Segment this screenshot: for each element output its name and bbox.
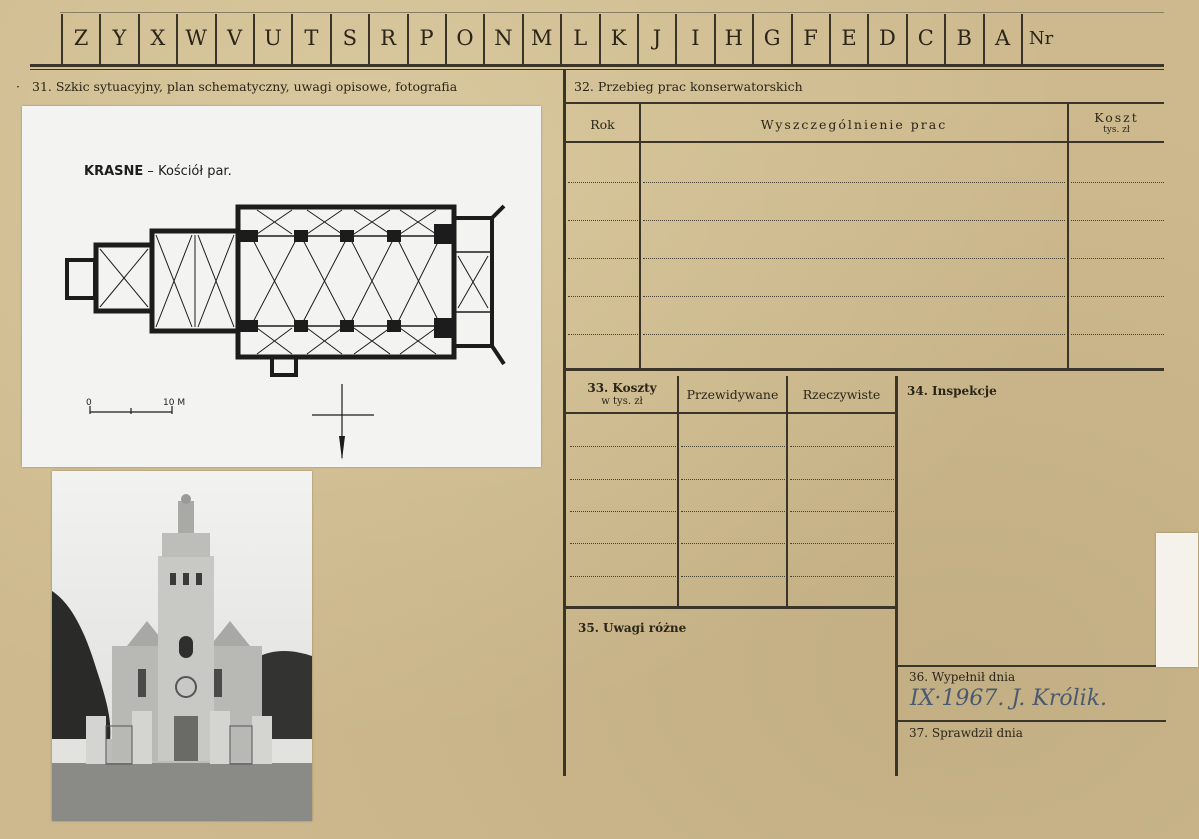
section-32-col-divider-1: [639, 104, 641, 370]
dotted-row-line: [570, 511, 676, 512]
section-33-header-rule: [566, 412, 896, 414]
section-33-label: [566, 382, 678, 408]
section-34-label: 34. Inspekcje: [907, 384, 997, 398]
dotted-row-line: [570, 479, 676, 480]
section-32-col-divider-2: [1067, 104, 1069, 370]
section-33-right-border: [895, 376, 898, 776]
dotted-row-line: [643, 220, 1065, 221]
section-37-label: 37. Sprawdził dnia: [909, 726, 1023, 740]
section-32-top-rule: [566, 102, 1164, 104]
letter-cell: V: [227, 26, 243, 50]
dotted-row-line: [643, 334, 1065, 335]
letter-cell: U: [264, 26, 282, 50]
floor-plan-photo: [22, 106, 541, 467]
letter-cell: F: [803, 26, 818, 50]
letter-cell: S: [342, 26, 357, 50]
dotted-row-line: [568, 296, 638, 297]
dotted-row-line: [681, 479, 785, 480]
section-33-bottom-rule: [566, 606, 896, 609]
section-37-top-rule: [898, 720, 1166, 722]
letter-cell: Z: [73, 26, 89, 50]
dotted-row-line: [643, 258, 1065, 259]
letter-cell: X: [150, 26, 166, 50]
dotted-row-line: [790, 479, 894, 480]
dotted-row-line: [643, 296, 1065, 297]
letter-cell: Y: [112, 26, 127, 50]
section-33-title: 33. Koszty: [587, 381, 657, 395]
section-36-signature: IX·1967. J. Królik.: [910, 686, 1108, 711]
scale-ten-label: 10 M: [163, 398, 186, 408]
section-33-col-divider-2: [786, 376, 788, 606]
letter-cell: D: [878, 26, 896, 50]
letter-cell: O: [456, 26, 474, 50]
dotted-row-line: [790, 446, 894, 447]
dotted-row-line: [681, 446, 785, 447]
section-36-top-rule: [898, 665, 1166, 667]
index-bottom-rule: [30, 64, 1164, 67]
dotted-row-line: [1071, 258, 1164, 259]
dotted-row-line: [1071, 334, 1164, 335]
section-33-col-divider-1: [677, 376, 679, 606]
letter-cell: N: [494, 26, 513, 50]
church-photo: [52, 471, 312, 821]
letter-cell: R: [380, 26, 397, 50]
dotted-row-line: [570, 446, 676, 447]
section-35-label: 35. Uwagi różne: [578, 621, 687, 635]
church-photo-image: [52, 471, 312, 821]
section-31-label: 31. Szkic sytuacyjny, plan schematyczny, uwagi opisowe, fotografia: [32, 79, 458, 94]
col-cost-unit: tys. zł: [1103, 125, 1130, 135]
letter-cell: E: [841, 26, 857, 50]
letter-cell: I: [691, 26, 700, 50]
col-year-header: Rok: [590, 117, 615, 132]
dotted-row-line: [568, 182, 638, 183]
plan-caption-church: Kościół par.: [158, 164, 232, 179]
dotted-row-line: [1071, 296, 1164, 297]
dotted-row-line: [1071, 220, 1164, 221]
letter-cell: A: [995, 26, 1011, 50]
paper-tab: [1156, 533, 1198, 667]
section-32-header-rule: [566, 141, 1164, 143]
letter-cell: P: [419, 26, 434, 50]
letter-cell: G: [763, 26, 781, 50]
col-planned-header: Przewidywane: [686, 387, 779, 402]
dotted-row-line: [1071, 182, 1164, 183]
dotted-row-line: [570, 543, 676, 544]
dotted-row-line: [568, 334, 638, 335]
section-33-unit: w tys. zł: [601, 396, 643, 407]
dotted-row-line: [790, 543, 894, 544]
section-31-bullet: ·: [16, 79, 20, 94]
col-work-header: Wyszczególnienie prac: [760, 117, 948, 132]
letter-cell: T: [304, 26, 319, 50]
section-32-label: 32. Przebieg prac konserwatorskich: [574, 79, 803, 94]
church-floor-plan: [22, 106, 541, 467]
dotted-row-line: [570, 576, 676, 577]
letter-cell: H: [724, 26, 743, 50]
letter-cell: L: [573, 26, 588, 50]
dotted-row-line: [681, 511, 785, 512]
col-cost-label: Koszt: [1094, 110, 1139, 125]
dotted-row-line: [643, 182, 1065, 183]
letter-cell: Nr: [1028, 27, 1054, 49]
section-32-bottom-rule: [566, 368, 1164, 371]
letter-cell: M: [531, 26, 553, 50]
dotted-row-line: [790, 511, 894, 512]
plan-caption-village: KRASNE: [84, 164, 144, 179]
section-36-label: 36. Wypełnił dnia: [909, 670, 1016, 684]
letter-cell: C: [917, 26, 934, 50]
letter-cell: W: [185, 26, 207, 50]
dotted-row-line: [681, 543, 785, 544]
letter-cell: J: [652, 26, 662, 50]
index-top-line: [60, 12, 1164, 13]
dotted-row-line: [681, 576, 785, 577]
col-actual-header: Rzeczywiste: [802, 387, 881, 402]
dotted-row-line: [568, 220, 638, 221]
index-bottom-rule-thin: [30, 69, 1164, 70]
dotted-row-line: [790, 576, 894, 577]
letter-cell: B: [956, 26, 972, 50]
plan-caption-dash: –: [147, 164, 159, 179]
scale-zero-label: 0: [86, 398, 92, 408]
panel-divider: [563, 70, 566, 776]
letter-cell: K: [610, 26, 627, 50]
dotted-row-line: [568, 258, 638, 259]
col-cost-header: [1069, 111, 1164, 137]
